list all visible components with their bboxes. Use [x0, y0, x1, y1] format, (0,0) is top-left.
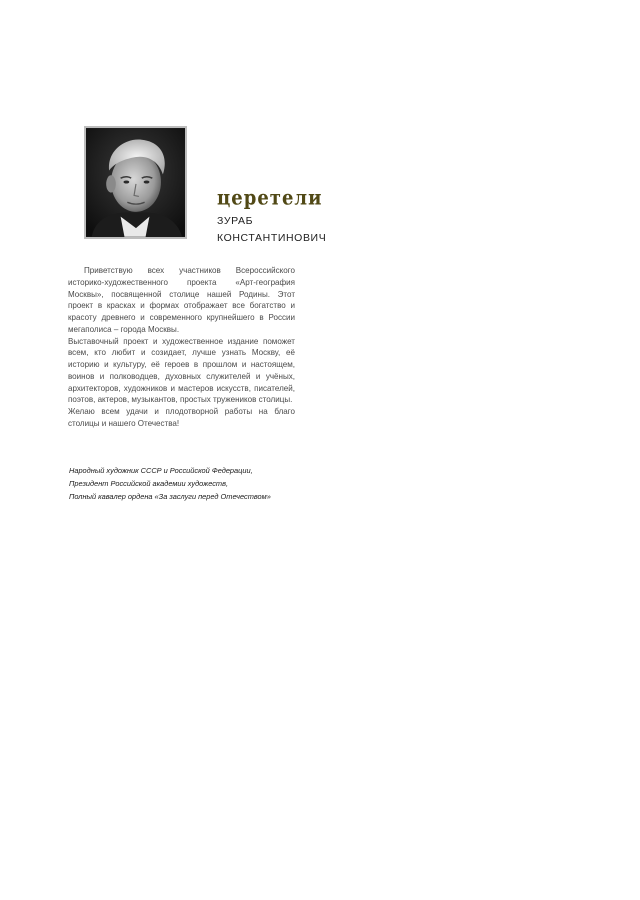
person-patronymic: КОНСТАНТИНОВИЧ	[217, 232, 327, 244]
message-paragraph: Приветствую всех участников Всероссийского историко-художественного проекта «Арт-география Москвы», посвященной столице нашей Родины. Этот проект в красках и формах отображает все богатство и красоту древнего и современного крупнейшего в России мегаполиса – города Москвы.	[68, 266, 295, 334]
author-title-line: Президент Российской академии художеств,	[69, 479, 228, 489]
person-first-name: ЗУРАБ	[217, 215, 254, 227]
author-title-line: Народный художник СССР и Российской Федерации,	[69, 466, 253, 475]
message-paragraph: Выставочный проект и художественное издание поможет всем, кто любит и созидает, лучше узнать Москву, её историю и культуру, её героев в прошлом и настоящем, воинов и полководцев, духовных служителей и учёных, архитекторов, художников и мастеров искусств, писателей, поэтов, актеров, музыкантов, простых тружеников столицы.	[68, 336, 295, 405]
author-title-line: Полный кавалер ордена «За заслуги перед Отечеством»	[69, 492, 271, 502]
greeting-message	[68, 265, 295, 430]
message-paragraph: Желаю всем удачи и плодотворной работы на благо столицы и нашего Отечества!	[68, 407, 295, 428]
person-surname: церетели	[217, 186, 323, 211]
portrait-photo	[84, 126, 187, 239]
person-given-name	[217, 213, 326, 247]
person-portrait-icon	[86, 128, 185, 237]
author-titles	[69, 464, 329, 504]
